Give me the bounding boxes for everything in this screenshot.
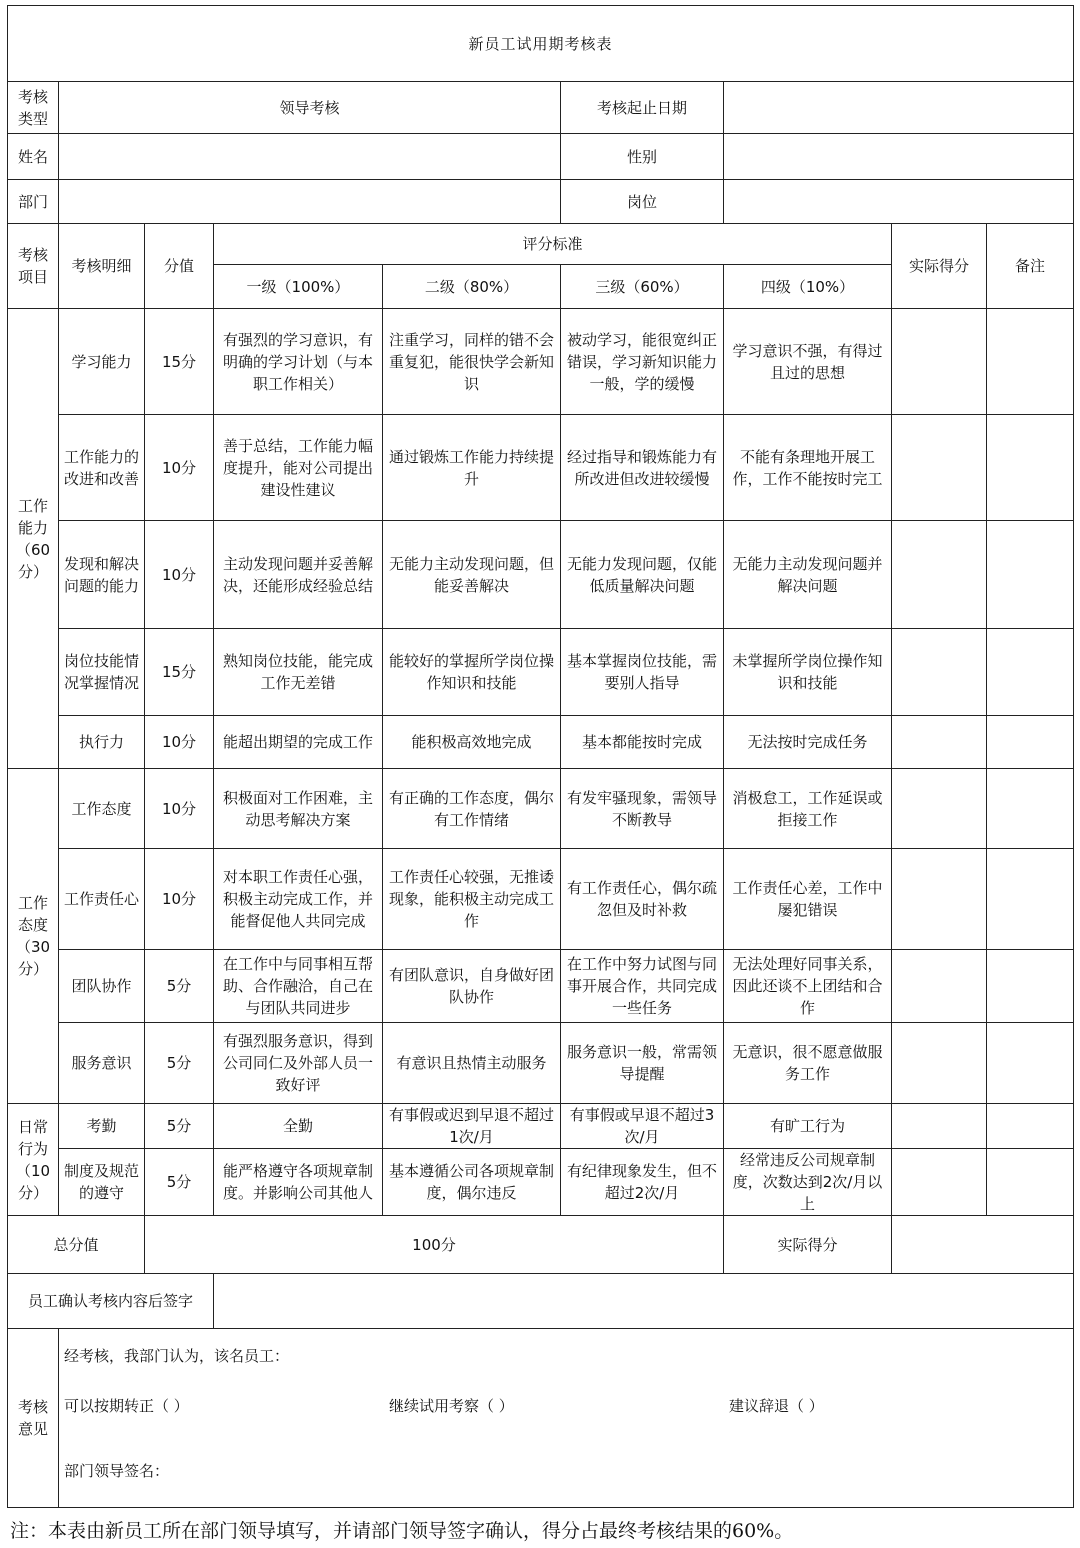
- level-3-cell: 基本掌握岗位技能，需要别人指导: [561, 629, 724, 716]
- level-2-cell: 无能力主动发现问题，但能妥善解决: [383, 521, 561, 629]
- points-cell: 10分: [145, 769, 214, 849]
- actual-score-field[interactable]: [892, 849, 987, 950]
- table-row: [8, 629, 1074, 716]
- remark-field[interactable]: [987, 849, 1074, 950]
- table-row: [8, 1149, 1074, 1216]
- detail-cell: 发现和解决问题的能力: [59, 521, 145, 629]
- assessment-type-label: 考核类型: [8, 82, 59, 134]
- group-label: 工作能力（60分）: [8, 309, 59, 769]
- remark-field[interactable]: [987, 716, 1074, 769]
- department-field[interactable]: [59, 180, 561, 224]
- actual-score-field[interactable]: [892, 769, 987, 849]
- total-actual-label: 实际得分: [724, 1216, 892, 1274]
- level-3-cell: 经过指导和锻炼能力有所改进但改进较缓慢: [561, 415, 724, 521]
- table-row: [8, 1104, 1074, 1149]
- remark-field[interactable]: [987, 629, 1074, 716]
- level-1-cell: 在工作中与同事相互帮助、合作融洽，自己在与团队共同进步: [214, 950, 383, 1023]
- total-label: 总分值: [8, 1216, 145, 1274]
- level-1-cell: 积极面对工作困难，主动思考解决方案: [214, 769, 383, 849]
- level-4-cell: 不能有条理地开展工作，工作不能按时完工: [724, 415, 892, 521]
- level-2-cell: 有正确的工作态度，偶尔有工作情绪: [383, 769, 561, 849]
- remark-field[interactable]: [987, 521, 1074, 629]
- actual-score-field[interactable]: [892, 1023, 987, 1104]
- col-header-item: 考核项目: [8, 224, 59, 309]
- level-4-cell: 经常违反公司规章制度，次数达到2次/月以上: [724, 1149, 892, 1216]
- remark-field[interactable]: [987, 950, 1074, 1023]
- opinion-label: 考核意见: [8, 1329, 59, 1508]
- level-3-cell: 有发牢骚现象，需领导不断教导: [561, 769, 724, 849]
- table-row: [8, 521, 1074, 629]
- actual-score-field[interactable]: [892, 521, 987, 629]
- remark-field[interactable]: [987, 1023, 1074, 1104]
- table-row: [8, 1023, 1074, 1104]
- gender-field[interactable]: [724, 134, 1074, 180]
- points-cell: 10分: [145, 415, 214, 521]
- remark-field[interactable]: [987, 1104, 1074, 1149]
- level-2-cell: 基本遵循公司各项规章制度，偶尔违反: [383, 1149, 561, 1216]
- col-header-actual: 实际得分: [892, 224, 987, 309]
- leader-signature-label: 部门领导签名：: [64, 1462, 170, 1480]
- col-header-level-3: 三级（60%）: [561, 265, 724, 309]
- form-title: 新员工试用期考核表: [8, 6, 1074, 82]
- level-2-cell: 能积极高效地完成: [383, 716, 561, 769]
- employee-signature-field[interactable]: [214, 1274, 1074, 1329]
- level-4-cell: 无法按时完成任务: [724, 716, 892, 769]
- level-4-cell: 消极怠工，工作延误或拒接工作: [724, 769, 892, 849]
- remark-field[interactable]: [987, 1149, 1074, 1216]
- actual-score-field[interactable]: [892, 629, 987, 716]
- option-dismiss[interactable]: 建议辞退（ ）: [729, 1397, 824, 1415]
- level-3-cell: 基本都能按时完成: [561, 716, 724, 769]
- opinion-area: [59, 1329, 1074, 1508]
- points-cell: 5分: [145, 950, 214, 1023]
- col-header-remark: 备注: [987, 224, 1074, 309]
- level-2-cell: 有事假或迟到早退不超过1次/月: [383, 1104, 561, 1149]
- col-header-level-2: 二级（80%）: [383, 265, 561, 309]
- table-row: [8, 849, 1074, 950]
- detail-cell: 岗位技能情况掌握情况: [59, 629, 145, 716]
- level-2-cell: 能较好的掌握所学岗位操作知识和技能: [383, 629, 561, 716]
- table-body: [8, 6, 1074, 1508]
- col-header-standard: 评分标准: [214, 224, 892, 265]
- actual-score-field[interactable]: [892, 950, 987, 1023]
- level-4-cell: 无能力主动发现问题并解决问题: [724, 521, 892, 629]
- opinion-intro: 经考核，我部门认为，该名员工：: [64, 1347, 290, 1365]
- level-4-cell: 工作责任心差，工作中屡犯错误: [724, 849, 892, 950]
- detail-cell: 团队协作: [59, 950, 145, 1023]
- level-4-cell: 无法处理好同事关系，因此还谈不上团结和合作: [724, 950, 892, 1023]
- level-1-cell: 有强烈服务意识，得到公司同仁及外部人员一致好评: [214, 1023, 383, 1104]
- level-1-cell: 熟知岗位技能，能完成工作无差错: [214, 629, 383, 716]
- level-3-cell: 服务意识一般，常需领导提醒: [561, 1023, 724, 1104]
- table-row: [8, 309, 1074, 415]
- points-cell: 5分: [145, 1104, 214, 1149]
- table-row: [8, 415, 1074, 521]
- level-3-cell: 被动学习，能很宽纠正错误，学习新知识能力一般，学的缓慢: [561, 309, 724, 415]
- level-4-cell: 未掌握所学岗位操作知识和技能: [724, 629, 892, 716]
- post-field[interactable]: [724, 180, 1074, 224]
- points-cell: 5分: [145, 1149, 214, 1216]
- level-3-cell: 有事假或早退不超过3次/月: [561, 1104, 724, 1149]
- level-2-cell: 有意识且热情主动服务: [383, 1023, 561, 1104]
- points-cell: 10分: [145, 849, 214, 950]
- points-cell: 10分: [145, 521, 214, 629]
- group-label: 日常行为（10分）: [8, 1104, 59, 1216]
- level-4-cell: 无意识，很不愿意做服务工作: [724, 1023, 892, 1104]
- group-label: 工作态度（30分）: [8, 769, 59, 1104]
- level-1-cell: 对本职工作责任心强，积极主动完成工作，并能督促他人共同完成: [214, 849, 383, 950]
- name-label: 姓名: [8, 134, 59, 180]
- gender-label: 性别: [561, 134, 724, 180]
- employee-confirm-label: 员工确认考核内容后签字: [8, 1274, 214, 1329]
- name-field[interactable]: [59, 134, 561, 180]
- footnote: 注：本表由新员工所在部门领导填写，并请部门领导签字确认，得分占最终考核结果的60%。: [10, 1520, 794, 1542]
- points-cell: 10分: [145, 716, 214, 769]
- remark-field[interactable]: [987, 415, 1074, 521]
- table-row: [8, 769, 1074, 849]
- actual-score-field[interactable]: [892, 716, 987, 769]
- level-2-cell: 工作责任心较强，无推诿现象，能积极主动完成工作: [383, 849, 561, 950]
- assessment-date-label: 考核起止日期: [561, 82, 724, 134]
- level-1-cell: 全勤: [214, 1104, 383, 1149]
- table-row: [8, 950, 1074, 1023]
- detail-cell: 执行力: [59, 716, 145, 769]
- actual-score-field[interactable]: [892, 1104, 987, 1149]
- detail-cell: 制度及规范的遵守: [59, 1149, 145, 1216]
- total-actual-field[interactable]: [892, 1216, 1074, 1274]
- actual-score-field[interactable]: [892, 415, 987, 521]
- assessment-type-value: 领导考核: [59, 82, 561, 134]
- col-header-level-1: 一级（100%）: [214, 265, 383, 309]
- level-3-cell: 有工作责任心，偶尔疏忽但及时补救: [561, 849, 724, 950]
- col-header-level-4: 四级（10%）: [724, 265, 892, 309]
- level-1-cell: 能严格遵守各项规章制度。并影响公司其他人: [214, 1149, 383, 1216]
- col-header-detail: 考核明细: [59, 224, 145, 309]
- level-1-cell: 善于总结，工作能力幅度提升，能对公司提出建设性建议: [214, 415, 383, 521]
- table-row: [8, 716, 1074, 769]
- level-1-cell: 有强烈的学习意识，有明确的学习计划（与本职工作相关）: [214, 309, 383, 415]
- level-3-cell: 有纪律现象发生，但不超过2次/月: [561, 1149, 724, 1216]
- level-1-cell: 主动发现问题并妥善解决，还能形成经验总结: [214, 521, 383, 629]
- detail-cell: 工作态度: [59, 769, 145, 849]
- points-cell: 15分: [145, 629, 214, 716]
- total-value: 100分: [145, 1216, 724, 1274]
- actual-score-field[interactable]: [892, 309, 987, 415]
- points-cell: 5分: [145, 1023, 214, 1104]
- remark-field[interactable]: [987, 309, 1074, 415]
- remark-field[interactable]: [987, 769, 1074, 849]
- detail-cell: 服务意识: [59, 1023, 145, 1104]
- level-4-cell: 有旷工行为: [724, 1104, 892, 1149]
- level-2-cell: 有团队意识，自身做好团队协作: [383, 950, 561, 1023]
- assessment-date-field[interactable]: [724, 82, 1074, 134]
- detail-cell: 工作能力的改进和改善: [59, 415, 145, 521]
- detail-cell: 考勤: [59, 1104, 145, 1149]
- level-3-cell: 在工作中努力试图与同事开展合作，共同完成一些任务: [561, 950, 724, 1023]
- probation-assessment-table: [7, 5, 1074, 1508]
- department-label: 部门: [8, 180, 59, 224]
- level-2-cell: 注重学习，同样的错不会重复犯，能很快学会新知识: [383, 309, 561, 415]
- col-header-points: 分值: [145, 224, 214, 309]
- detail-cell: 工作责任心: [59, 849, 145, 950]
- detail-cell: 学习能力: [59, 309, 145, 415]
- post-label: 岗位: [561, 180, 724, 224]
- level-3-cell: 无能力发现问题，仅能低质量解决问题: [561, 521, 724, 629]
- level-4-cell: 学习意识不强，有得过且过的思想: [724, 309, 892, 415]
- option-confirm[interactable]: 可以按期转正（ ）: [64, 1397, 189, 1415]
- level-1-cell: 能超出期望的完成工作: [214, 716, 383, 769]
- level-2-cell: 通过锻炼工作能力持续提升: [383, 415, 561, 521]
- option-extend[interactable]: 继续试用考察（ ）: [389, 1397, 514, 1415]
- actual-score-field[interactable]: [892, 1149, 987, 1216]
- points-cell: 15分: [145, 309, 214, 415]
